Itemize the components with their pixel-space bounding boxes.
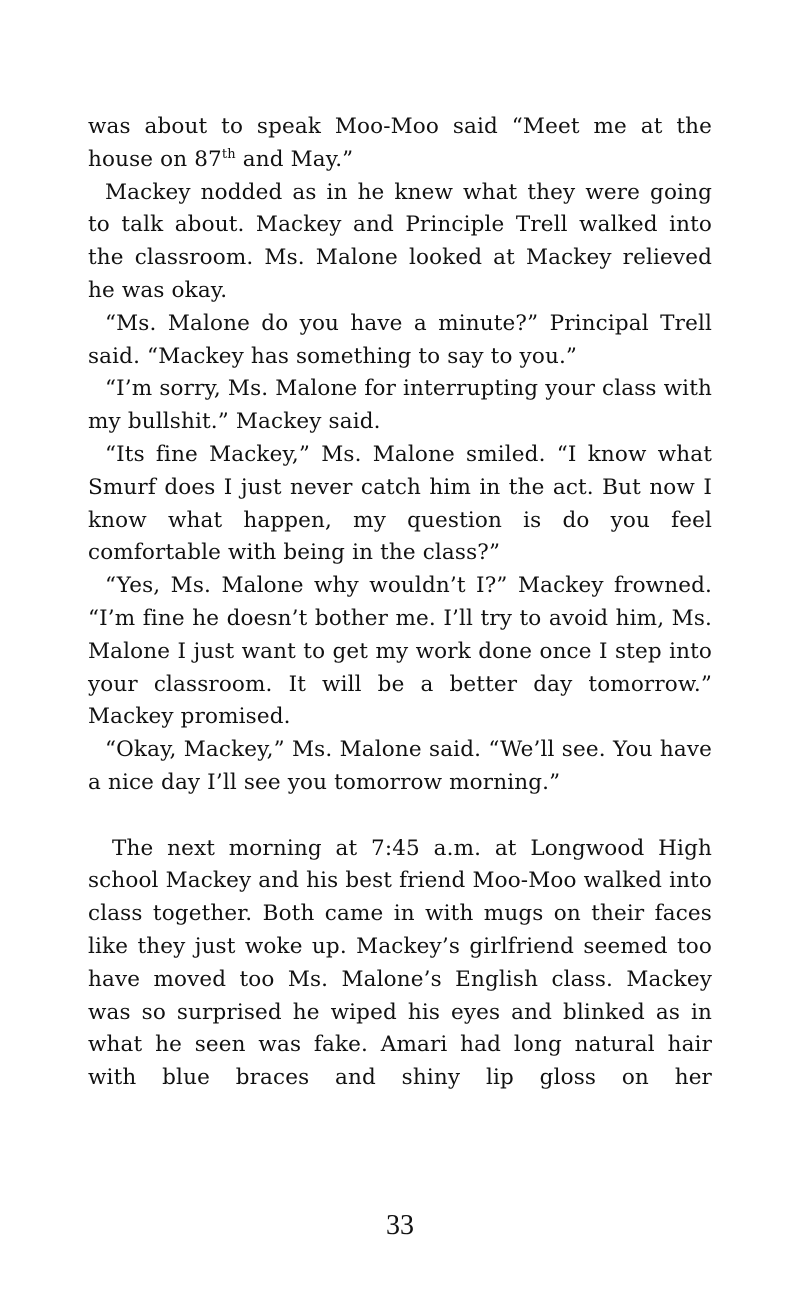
- paragraph-1-text: was about to speak Moo-Moo said “Meet me at the house on 87: [88, 114, 712, 172]
- paragraph-4: “I’m sorry, Ms. Malone for interrupting your class with my bullshit.” Mackey said.: [88, 376, 712, 435]
- paragraph-6: “Yes, Ms. Malone why wouldn’t I?” Mackey frowned. “I’m fine he doesn’t bother me. I’ll try to avoid him, Ms. Malone I just want to get my work done once I step into your classroom. It will be a better day tomorrow.” Mackey promised.: [88, 573, 712, 730]
- paragraph-2: Mackey nodded as in he knew what they were going to talk about. Mackey and Principle Trell walked into the classroom. Ms. Malone looked at Mackey relieved he was okay.: [88, 179, 712, 303]
- page-number: 33: [386, 1210, 414, 1241]
- paragraph-5: “Its fine Mackey,” Ms. Malone smiled. “I know what Smurf does I just never catch him in the act. But now I know what happen, my question is do you feel comfortable with being in the class?”: [88, 441, 712, 566]
- body-text: [88, 111, 712, 1095]
- paragraph-3: “Ms. Malone do you have a minute?” Principal Trell said. “Mackey has something to say to you.”: [88, 310, 712, 369]
- paragraph-7: “Okay, Mackey,” Ms. Malone said. “We’ll see. You have a nice day I’ll see you tomorrow morning.”: [88, 737, 712, 795]
- ordinal-suffix: th: [221, 146, 236, 162]
- paragraph-1: [88, 111, 712, 177]
- paragraph-1-end: and May.”: [235, 146, 354, 172]
- paragraph-8: The next morning at 7:45 a.m. at Longwood High school Mackey and his best friend Moo-Moo walked into class together. Both came in with mugs on their faces like they just woke up. Mackey’s girlfriend seemed too have moved too Ms. Malone’s English class. Mackey was so surprised he wiped his eyes and blinked as in what he seen was fake. Amari had long natural hair with blue braces and shiny lip gloss on her: [88, 835, 712, 1091]
